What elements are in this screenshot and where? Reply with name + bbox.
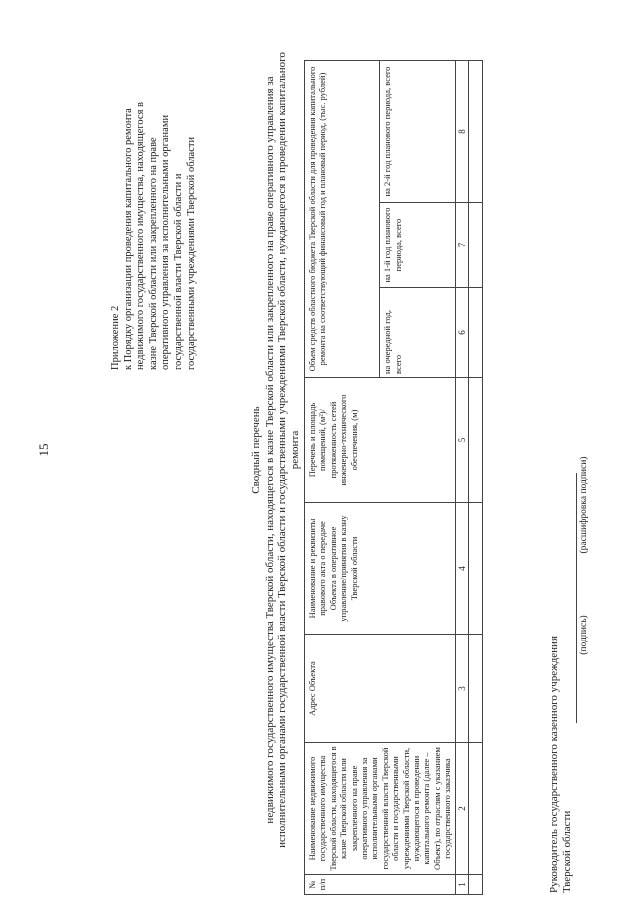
header-area: Перечень и площадь помещений, (м²)/ протяженность сетей инженерно-технического обеспечения, (м)	[305, 378, 456, 503]
header-object-name: Наименование недвижимого государственного имущества Тверской области, находящегося в казне Тверской области или закрепленного на праве оперативного управления за исполнительными органами государственной власти Тверской области и государственными учреждениями Тверской области, нуждающегося в проведении капитального ремонта (далее – Объект), по отраслям с указанием государственного заказчика	[305, 743, 456, 875]
empty-cell	[469, 203, 483, 288]
signatory-region: Тверской области	[560, 810, 573, 893]
column-number-row	[455, 61, 468, 895]
signature-block	[548, 393, 573, 893]
appendix-header	[110, 40, 198, 370]
signatory-position: Руководитель государственного казенного учреждения	[548, 635, 560, 893]
empty-row	[469, 61, 483, 895]
header-legal-act: Наименование и реквизиты правового акта о передаче Объекта в оперативное управление/принятия в казну Тверской области	[305, 503, 456, 635]
empty-cell	[469, 743, 483, 875]
signature-line	[576, 473, 577, 723]
column-number: 6	[455, 288, 468, 378]
column-number: 8	[455, 61, 468, 203]
empty-cell	[469, 875, 483, 895]
page-number: 15	[36, 443, 51, 457]
appendix-line: казне Тверской области или закрепленного на праве	[147, 137, 159, 370]
document-subtitle: недвижимого государственного имущества Тверской области, находящегося в казне Тверской области или закрепленного на праве оперативного управления за исполнительными органами государственной власти Тверской области и государственными учреждениями Тверской области, нуждающегося в проведении капитального ремонта	[263, 52, 301, 848]
summary-table	[304, 60, 483, 895]
appendix-line: государственными учреждениями Тверской области	[185, 136, 197, 370]
header-row	[305, 61, 380, 895]
column-number: 3	[455, 635, 468, 743]
empty-cell	[469, 635, 483, 743]
appendix-line: оперативного управления за исполнительными органами	[160, 114, 172, 370]
empty-cell	[469, 503, 483, 635]
empty-cell	[469, 288, 483, 378]
header-year-current: на очередной год, всего	[380, 288, 455, 378]
header-budget: Объем средств областного бюджета Тверской области для проведения капитального ремонта на соответствующий финансовый год и плановый период, (тыс. рублей)	[305, 61, 380, 378]
empty-cell	[469, 378, 483, 503]
appendix-line: к Порядку организации проведения капитального ремонта	[122, 108, 134, 370]
column-number: 5	[455, 378, 468, 503]
column-number: 4	[455, 503, 468, 635]
appendix-line: недвижимого государственного имущества, находящегося в	[135, 101, 147, 370]
appendix-line: Приложение 2	[110, 305, 121, 370]
empty-cell	[469, 61, 483, 203]
header-year-plan-2: на 2-й год планового периода, всего	[380, 61, 455, 203]
column-number: 1	[455, 875, 468, 895]
column-number: 2	[455, 743, 468, 875]
column-number: 7	[455, 203, 468, 288]
document-heading	[250, 35, 301, 865]
signature-caption: (подпись)	[579, 615, 589, 655]
document-title: Сводный перечень	[250, 406, 262, 494]
header-year-plan-1: на 1-й год планового периода, всего	[380, 203, 455, 288]
appendix-line: государственной власти Тверской области и	[172, 173, 184, 370]
header-address: Адрес Объекта	[305, 635, 456, 743]
signature-decode-caption: (расшифровка подписи)	[579, 456, 589, 554]
header-no: № п/п	[305, 875, 456, 895]
